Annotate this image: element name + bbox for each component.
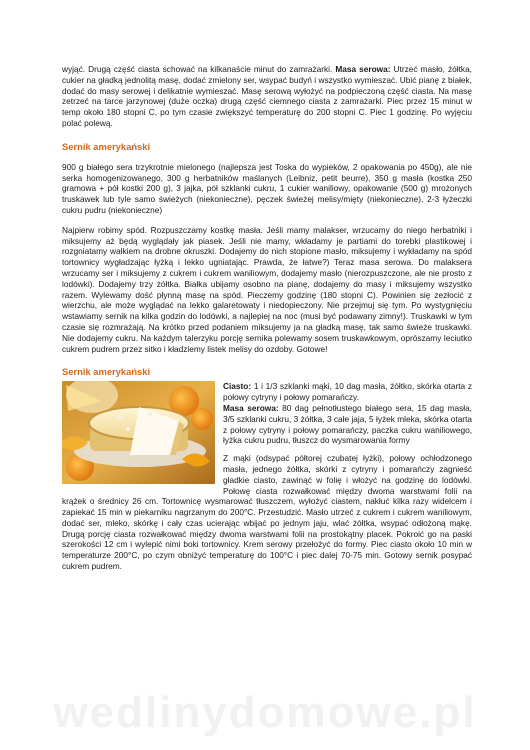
intro-paragraph [62,64,472,129]
recipe1-method: Najpierw robimy spód. Rozpuszczamy kostkę masła. Jeśli mamy malakser, wrzucamy do niego herbatniki i miksujemy aż będą wyglądały jak piasek. Jeśli nie mamy, wkładamy je partiami do torebki plastikowej i rozgniatamy wałkiem na drobne okruszki. Dodajemy do nich stopione masło, miksujemy i wykładamy na spód tortownicy wygładzając łyżką i lekko ugniatając. Prawda, że łatwe?) Teraz masa serowa. Do malaksera wrzucamy ser i miksujemy z cukrem i cukrem waniliowym, dodajemy masło (nierozpuszczone, ale nie prosto z lodówki). Dodajemy trzy żółtka. Białka ubijamy osobno na pianę, dodajemy do masy i miksujemy wszystko razem. Wylewamy dość płynną masę na spód. Pieczemy godzinę (180 stopni C). Powinien się zezłocić z wierzchu, ale może wyglądać na lekko galaretowaty i niedopieczony. Nie przejmuj się tym. Po wystygnięciu wstawiamy sernik na kilka godzin do lodówki, a najlepiej na noc (musi być podawany zimny!). Truskawki w tym czasie się rozmrażają. Na krótko przed podaniem miksujemy ja na gładką masę, tak samo świeże truskawki. Nie dodajemy cukru. Na każdym talerzyku porcję sernika polewamy sosem truskawkowym, oprószamy leciutko cukrem pudrem przez sitko i kładziemy listek melisy do ozdoby. Gotowe! [62,224,472,354]
intro-text-a: wyjąć. Drugą część ciasta schować na kilkanaście minut do zamrażarki. [62,64,336,74]
recipe2-masa-text: 80 dag pełnotłustego białego sera, 15 dag masła, 3/5 szklanki cukru, 3 żółtka, 3 całe jaja, 5 łyżek mleka, skórka otarta z połowy cytryny i połowy pomarańczy, paczka cukru waniliowego, łyżka cukru pudru, tłuszcz do wysmarowania formy [223,402,472,446]
site-watermark: wedlinydomowe.pl [53,688,477,737]
recipe2-section [62,381,472,572]
recipe2-masa-label: Masa serowa: [223,402,279,413]
recipe2-method: Z mąki (odsypać półtorej czubatej łyżki), połowy ochłodzonego masła, jednego żółtka, skórki z cytryny i pomarańczy zagnieść gładkie ciasto, zawinąć w folię i włożyć na godzinę do lodówki. Połowę ciasta rozwałkować między dwoma warstwami folii na krążek o średnicy 26 cm. Tortownicę wysmarować tłuszczem, wyłożyć ciastem, nakłuć kilka razy widelcem i zapiekać 15 min w piekarniku nagrzanym do 200°C. Przestudzić. Masło utrzeć z cukrem i cukrem waniliowym, dodać ser, mleko, skórkę i cały czas ucierając wbijać po jednym jaju, wlać żółtka, wsypać odłożoną mąkę. Drugą porcję ciasta rozwałkować między dwoma warstwami folii na prostokątny placek. Pokroić go na paski szerokości 12 cm i wylepić nimi boki tortownicy. Krem serowy przełożyć do formy. Piec ciasto około 10 min w temperaturze 200°C, po czym obniżyć temperaturę do 100°C i piec dalej 70-75 min. Gotowy sernik posypać cukrem pudrem. [62,453,472,572]
recipe2-title: Sernik amerykański [62,366,151,378]
document-page [62,64,472,572]
recipe2-ciasto-text: 1 i 1/3 szklanki mąki, 10 dag masła, żółtko, skórka otarta z połowy cytryny i połowy pomarańczy. [223,381,472,403]
cheesecake-photo [62,381,215,484]
intro-masa-label: Masa serowa: [335,64,391,74]
recipe2-ciasto-label: Ciasto: [223,381,252,392]
recipe1-title: Sernik amerykański [62,140,151,152]
intro-text-b: Utrzeć masło, żółtka, cukier na gładką jednolitą masę, dodać zmielony ser, wsypać budyń i wszystko wymieszać. Ubić pianę z białek, dodać do masy serowej i delikatnie wymieszać. Masę serową wyłożyć na podpieczoną część ciasta. Na masę zetrzeć na tarce jarzynowej (duże oczka) drugą część ciemnego ciasta z zamrażarki. Piec przez 15 minut w temp około 180 stopni C, po tym czasie zwiększyć temperaturę do 200 stopni C. Piec 1 godzinę. Po wyjęciu polać polewą. [62,64,472,128]
recipe1-ingredients: 900 g białego sera trzykrotnie mielonego (najlepsza jest Toska do wypieków, 2 opakowania po 450g), ale nie serka homogenizowanego, 300 g herbatników maślanych (Leibniz, petit beurre), 350 g masła (kostka 250 gramowa + pół kostki 200 g), 3 jajka, pół szklanki cukru, 1 cukier waniliowy, opakowanie (500 g) mrożonych truskawek lub tyle samo świeżych (niekonieczne), pęczek świeżej melisy/mięty (niekonieczne), 2-3 łyżeczki cukru pudru (niekonieczne) [62,161,472,215]
